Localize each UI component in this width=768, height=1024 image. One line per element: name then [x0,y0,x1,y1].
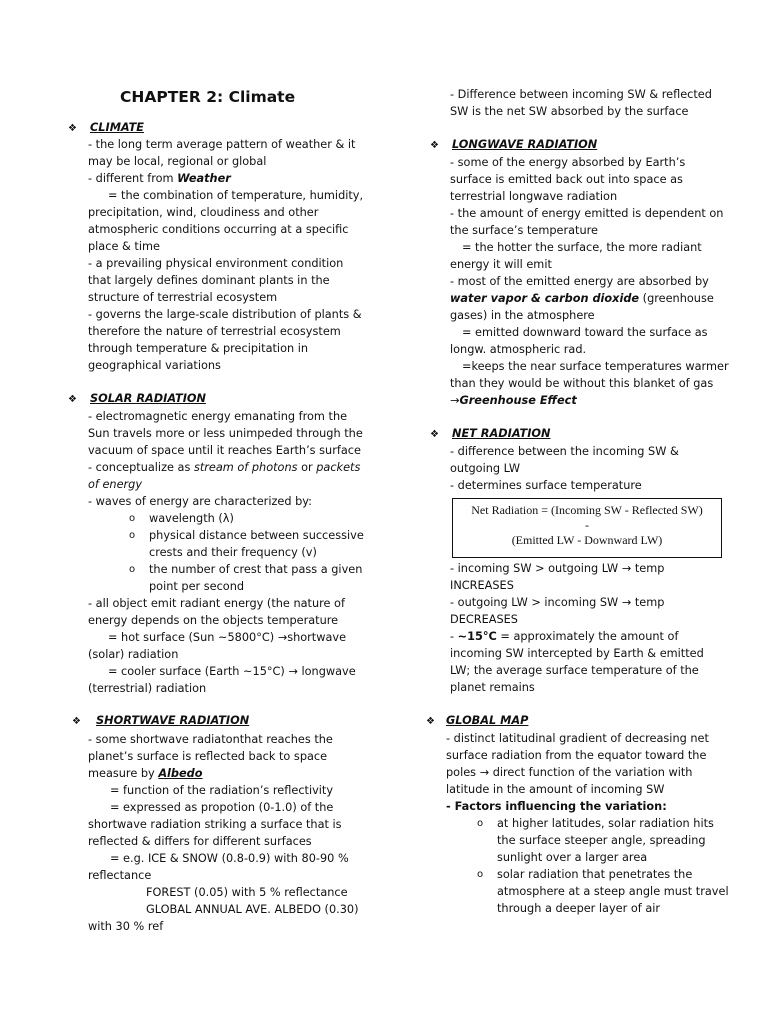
text-run: - [450,630,458,643]
bullet-icon: ❖ [426,716,435,727]
text-line: (terrestrial) radiation [88,682,207,695]
text-line: - Factors influencing the variation: [446,800,667,813]
section-heading-solar: SOLAR RADIATION [90,392,206,405]
text-line: - governs the large-scale distribution of plants & [88,308,362,321]
term-water-vapor-co2: water vapor & carbon dioxide [450,292,640,305]
text-line: - the amount of energy emitted is dependent on [450,207,724,220]
text-line: - determines surface temperature [450,479,642,492]
text-line: incoming SW intercepted by Earth & emitted [450,647,704,660]
text-line: place & time [88,240,160,253]
text-run: (greenhouse [639,292,714,305]
text-line: - some shortwave radiatonthat reaches the [88,733,333,746]
text-line: reflectance [88,869,152,882]
sub-bullet-icon: o [477,818,484,829]
text-line: point per second [149,580,245,593]
term-albedo: Albedo [158,767,203,780]
text-line: - Difference between incoming SW & reflected [450,88,712,101]
text-line: precipitation, wind, cloudiness and other [88,206,319,219]
text-line: - electromagnetic energy emanating from the [88,410,348,423]
formula-line: (Emitted LW - Downward LW) [511,533,663,547]
text-line: outgoing LW [450,462,521,475]
text-line [88,459,360,476]
sub-bullet-icon: o [129,530,136,541]
text-line: = emitted downward toward the surface as [462,326,708,339]
text-line: = function of the radiation’s reflectivity [110,784,334,797]
text-line [450,628,678,645]
term-weather: Weather [177,172,231,185]
bullet-icon: ❖ [68,394,77,405]
text-run: - conceptualize as [88,461,194,474]
bullet-icon: ❖ [68,123,77,134]
text-line: Sun travels more or less unimpeded through the [88,427,363,440]
section-heading-net: NET RADIATION [452,427,551,440]
text-line: wavelength (λ) [149,512,234,525]
formula-line: Net Radiation = (Incoming SW - Reflected SW) [471,503,703,517]
arrow-icon: → [450,394,460,407]
text-line: atmospheric conditions occurring at a specific [88,223,349,236]
term-photons: stream of photons [193,461,298,474]
term-15c: ~15°C [457,630,497,643]
text-line: planet’s surface is reflected back to space [88,750,328,763]
text-line: = cooler surface (Earth ~15°C) → longwave [108,665,356,678]
text-line: longw. atmospheric rad. [450,343,587,356]
text-line: =keeps the near surface temperatures warmer [462,360,729,373]
text-line: geographical variations [88,359,221,372]
text-line: = the combination of temperature, humidity, [108,189,364,202]
text-run: measure by [88,767,159,780]
text-line: with 30 % ref [88,920,164,933]
text-line: crests and their frequency (v) [149,546,317,559]
text-line: therefore the nature of terrestrial ecosystem [88,325,341,338]
text-line: reflected & differs for different surfaces [88,835,312,848]
text-line: the surface’s temperature [450,224,598,237]
text-line: - incoming SW > outgoing LW → temp [450,562,665,575]
text-line: through temperature & precipitation in [88,342,309,355]
text-line: - a prevailing physical environment condition [88,257,344,270]
text-line: - the long term average pattern of weather & it [88,138,356,151]
text-line: latitude in the amount of incoming SW [446,783,665,796]
text-line: = expressed as propotion (0-1.0) of the [110,801,334,814]
section-heading-global-map: GLOBAL MAP [446,714,529,727]
text-line: surface is emitted back out into space as [450,173,683,186]
text-line [88,765,203,782]
text-line [450,290,714,307]
text-line: - difference between the incoming SW & [450,445,679,458]
text-line: SW is the net SW absorbed by the surface [450,105,689,118]
text-run: or [297,461,317,474]
term-packets: packets [316,461,361,474]
text-line: atmosphere at a steep angle must travel [497,885,729,898]
bullet-icon: ❖ [430,429,439,440]
text-line: sunlight over a larger area [497,851,648,864]
net-radiation-formula-box [452,498,722,558]
text-line: - some of the energy absorbed by Earth’s [450,156,686,169]
section-heading-shortwave: SHORTWAVE RADIATION [96,714,250,727]
text-line: (solar) radiation [88,648,179,661]
text-line: may be local, regional or global [88,155,267,168]
text-line: the number of crest that pass a given [149,563,363,576]
text-line: at higher latitudes, solar radiation hits [497,817,714,830]
text-line: - outgoing LW > incoming SW → temp [450,596,665,609]
text-line: energy depends on the objects temperature [88,614,339,627]
text-line: - all object emit radiant energy (the nature of [88,597,345,610]
section-heading-climate: CLIMATE [90,121,145,134]
text-line: poles → direct function of the variation with [446,766,693,779]
text-line: gases) in the atmosphere [450,309,595,322]
sub-bullet-icon: o [477,869,484,880]
text-line: vacuum of space until it reaches Earth’s surface [88,444,361,457]
text-line: the surface steeper angle, spreading [497,834,706,847]
text-line: shortwave radiation striking a surface that is [88,818,342,831]
text-line: = the hotter the surface, the more radiant [462,241,702,254]
text-line: - distinct latitudinal gradient of decreasing net [446,732,709,745]
text-line: - waves of energy are characterized by: [88,495,312,508]
sub-bullet-icon: o [129,564,136,575]
text-line: of energy [88,478,143,491]
text-line: through a deeper layer of air [497,902,661,915]
text-run: - different from [88,172,178,185]
text-line: structure of terrestrial ecosystem [88,291,278,304]
section-heading-longwave: LONGWAVE RADIATION [452,138,598,151]
text-line: DECREASES [450,613,518,626]
text-line: GLOBAL ANNUAL AVE. ALBEDO (0.30) [146,903,359,916]
formula-minus: - [585,518,589,532]
text-line: FOREST (0.05) with 5 % reflectance [146,886,348,899]
text-line: energy it will emit [450,258,552,271]
sub-bullet-icon: o [129,513,136,524]
text-line: planet remains [450,681,535,694]
text-line [450,392,577,409]
text-line: surface radiation from the equator toward the [446,749,707,762]
text-line: = e.g. ICE & SNOW (0.8-0.9) with 80-90 % [110,852,349,865]
bullet-icon: ❖ [430,140,439,151]
text-line: = hot surface (Sun ~5800°C) →shortwave [108,631,347,644]
text-line: - most of the emitted energy are absorbed by [450,275,709,288]
bullet-icon: ❖ [72,716,81,727]
text-line: than they would be without this blanket of gas [450,377,714,390]
text-line: physical distance between successive [149,529,364,542]
text-line: terrestrial longwave radiation [450,190,618,203]
text-line [88,170,231,187]
text-line: LW; the average surface temperature of the [450,664,699,677]
page-title: CHAPTER 2: Climate [120,88,296,106]
text-line: solar radiation that penetrates the [497,868,693,881]
term-greenhouse-effect: Greenhouse Effect [459,394,577,407]
text-line: INCREASES [450,579,514,592]
text-line: that largely defines dominant plants in the [88,274,330,287]
text-run: = approximately the amount of [496,630,679,643]
